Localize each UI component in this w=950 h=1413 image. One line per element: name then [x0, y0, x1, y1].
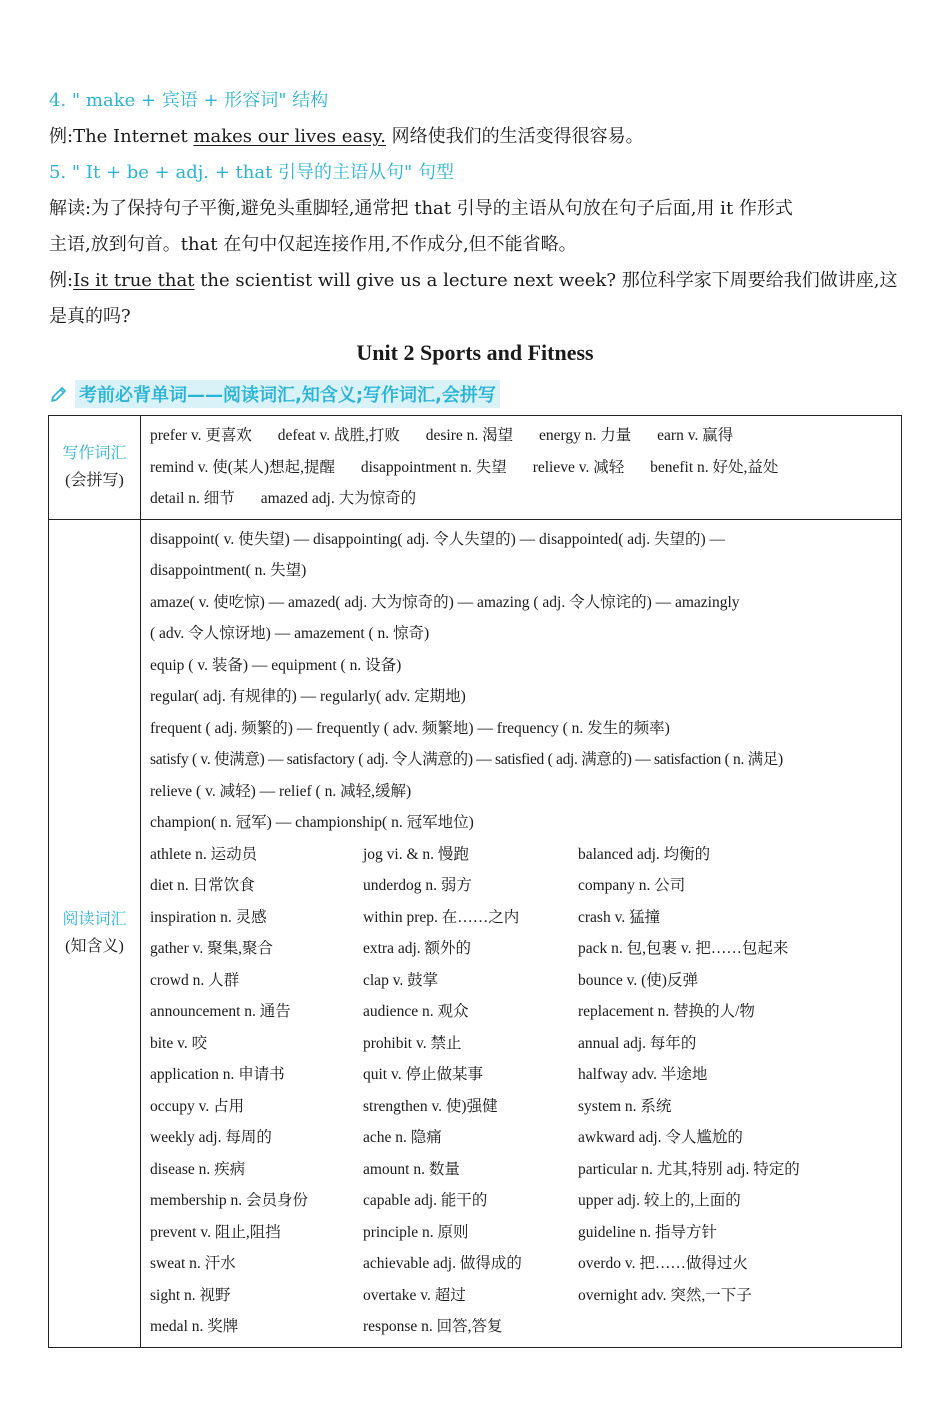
section-banner	[49, 380, 500, 408]
writing-line	[150, 483, 893, 515]
vocab-grid-row	[150, 902, 893, 934]
vocab-entry: halfway adv. 半途地	[578, 1066, 708, 1083]
vocab-entry: defeat v. 战胜,打败	[277, 427, 400, 444]
writing-section-row	[49, 416, 902, 520]
vocab-grid-row	[150, 870, 893, 902]
vocab-entry: weekly adj. 每周的	[150, 1129, 272, 1146]
explain-line-2: 主语,放到句首。that 在句中仅起连接作用,不作成分,但不能省略。	[49, 234, 577, 255]
writing-sublabel: (会拼写)	[65, 472, 124, 490]
reading-section-row	[49, 519, 902, 1347]
vocab-entry: gather v. 聚集,聚合	[150, 940, 273, 957]
banner-text: 考前必背单词——阅读词汇,知含义;写作词汇,会拼写	[75, 380, 500, 408]
vocab-entry: achievable adj. 做得成的	[363, 1255, 522, 1272]
word-family-line: frequent ( adj. 频繁的) — frequently ( adv. 频繁地) — frequency ( n. 发生的频率)	[150, 719, 670, 737]
vocab-grid-row	[150, 1280, 893, 1312]
vocab-entry: quit v. 停止做某事	[363, 1066, 483, 1083]
word-family-line: disappointment( n. 失望)	[150, 562, 307, 579]
item4-example	[49, 122, 904, 148]
vocab-entry: inspiration n. 灵感	[150, 908, 267, 926]
item4-example-prefix: 例:The Internet	[49, 126, 194, 147]
vocab-grid-row	[150, 1248, 893, 1280]
vocab-entry: overtake v. 超过	[363, 1286, 466, 1304]
vocab-entry: prohibit v. 禁止	[363, 1034, 462, 1052]
writing-content	[141, 416, 902, 520]
vocab-entry: prevent v. 阻止,阻挡	[150, 1223, 281, 1241]
item4-example-underlined: makes our lives easy.	[193, 126, 386, 147]
vocab-entry: upper adj. 较上的,上面的	[578, 1192, 741, 1209]
vocab-grid-row	[150, 839, 893, 871]
pencil-icon	[49, 384, 69, 404]
vocab-entry: athlete n. 运动员	[150, 845, 258, 863]
vocab-grid-row	[150, 1091, 893, 1123]
vocab-entry: audience n. 观众	[363, 1003, 469, 1020]
vocab-entry: clap v. 鼓掌	[363, 971, 439, 989]
vocab-entry: replacement n. 替换的人/物	[578, 1003, 755, 1020]
explain-line-1: 解读:为了保持句子平衡,避免头重脚轻,通常把 that 引导的主语从句放在句子后面,用 it 作形式	[49, 198, 793, 219]
vocab-entry: ache n. 隐痛	[363, 1129, 442, 1146]
vocab-entry: bite v. 咬	[150, 1034, 208, 1052]
item5-example-suffix: the scientist will give us a lecture next week? 那位科学家下周要给我们做讲座,这	[194, 270, 898, 291]
unit-title: Unit 2 Sports and Fitness	[356, 340, 594, 365]
vocab-entry: awkward adj. 令人尴尬的	[578, 1129, 743, 1146]
vocab-entry: diet n. 日常饮食	[150, 877, 255, 894]
vocab-grid-row	[150, 1028, 893, 1060]
word-family-line: satisfy ( v. 使满意) — satisfactory ( adj. 令人满意的) — satisfied ( adj. 满意的) — satisfaction ( n. 满足)	[150, 751, 783, 768]
vocab-entry: benefit n. 好处,益处	[650, 458, 779, 476]
vocab-grid-row	[150, 996, 893, 1028]
word-family-line: regular( adj. 有规律的) — regularly( adv. 定期地)	[150, 688, 466, 705]
vocab-entry: system n. 系统	[578, 1097, 672, 1115]
vocab-grid-row	[150, 933, 893, 965]
vocab-entry: annual adj. 每年的	[578, 1034, 697, 1052]
item4-heading: 4. " make + 宾语 + 形容词" 结构	[49, 90, 329, 111]
vocab-entry: energy n. 力量	[539, 427, 632, 444]
vocab-entry: disease n. 疾病	[150, 1160, 246, 1178]
vocab-entry: membership n. 会员身份	[150, 1192, 308, 1209]
vocab-grid-row	[150, 1154, 893, 1186]
vocab-entry: sight n. 视野	[150, 1286, 231, 1304]
word-family-line: ( adv. 令人惊讶地) — amazement ( n. 惊奇)	[150, 625, 430, 642]
vocab-entry: within prep. 在……之内	[363, 908, 520, 926]
vocab-entry: balanced adj. 均衡的	[578, 845, 711, 863]
item5-heading: 5. " It + be + adj. + that 引导的主语从句" 句型	[49, 162, 455, 183]
item5-example	[49, 266, 904, 292]
word-family-line: relieve ( v. 减轻) — relief ( n. 减轻,缓解)	[150, 782, 412, 800]
vocab-entry: strengthen v. 使)强健	[363, 1097, 498, 1115]
vocab-grid-row	[150, 1311, 893, 1343]
vocab-grid-row	[150, 1185, 893, 1217]
vocab-entry: announcement n. 通告	[150, 1003, 291, 1020]
vocab-entry	[578, 1311, 878, 1343]
vocab-entry: response n. 回答,答复	[363, 1318, 503, 1335]
vocab-entry: amazed adj. 大为惊奇的	[260, 490, 417, 507]
reading-label-cell	[49, 519, 141, 1347]
vocab-entry: guideline n. 指导方针	[578, 1223, 718, 1241]
vocab-entry: overdo v. 把……做得过火	[578, 1255, 748, 1272]
vocab-entry: application n. 申请书	[150, 1066, 285, 1083]
vocab-grid-row	[150, 1122, 893, 1154]
vocab-entry: sweat n. 汗水	[150, 1255, 236, 1272]
writing-label-cell	[49, 416, 141, 520]
writing-line	[150, 420, 893, 452]
reading-label: 阅读词汇	[62, 909, 127, 928]
vocab-entry: amount n. 数量	[363, 1160, 460, 1178]
vocab-entry: extra adj. 额外的	[363, 940, 472, 957]
vocab-entry: jog vi. & n. 慢跑	[363, 845, 469, 863]
vocab-grid-row	[150, 965, 893, 997]
word-family-line: champion( n. 冠军) — championship( n. 冠军地位)	[150, 814, 474, 831]
vocab-entry: principle n. 原则	[363, 1223, 469, 1241]
vocab-entry: bounce v. (使)反弹	[578, 971, 698, 989]
vocab-entry: company n. 公司	[578, 877, 686, 894]
word-family-line: disappoint( v. 使失望) — disappointing( adj. 令人失望的) — disappointed( adj. 失望的) —	[150, 530, 726, 548]
vocab-entry: underdog n. 弱方	[363, 877, 472, 894]
vocab-entry: disappointment n. 失望	[360, 458, 507, 476]
item4-example-suffix: 网络使我们的生活变得很容易。	[385, 126, 644, 147]
writing-line	[150, 452, 893, 484]
item5-example-underlined: Is it true that	[73, 270, 195, 291]
vocab-entry: desire n. 渴望	[425, 427, 514, 444]
vocab-entry: remind v. 使(某人)想起,提醒	[150, 458, 335, 476]
vocab-entry: prefer v. 更喜欢	[150, 427, 252, 444]
vocab-entry: relieve v. 减轻	[532, 458, 625, 476]
vocabulary-table	[48, 415, 902, 1348]
vocab-grid-row	[150, 1059, 893, 1091]
reading-content	[141, 519, 902, 1347]
vocab-entry: crash v. 猛撞	[578, 908, 661, 926]
reading-sublabel: (知含义)	[65, 938, 124, 955]
item5-example-line2: 是真的吗?	[49, 306, 131, 327]
vocab-entry: occupy v. 占用	[150, 1097, 245, 1115]
vocab-entry: medal n. 奖牌	[150, 1318, 239, 1335]
vocab-entry: particular n. 尤其,特别 adj. 特定的	[578, 1160, 800, 1178]
vocab-entry: capable adj. 能干的	[363, 1192, 488, 1209]
vocab-entry: overnight adv. 突然,一下子	[578, 1286, 752, 1304]
item5-example-prefix: 例:	[49, 270, 74, 291]
vocab-entry: detail n. 细节	[150, 490, 235, 507]
word-family-line: equip ( v. 装备) — equipment ( n. 设备)	[150, 656, 402, 674]
vocab-entry: pack n. 包,包裹 v. 把……包起来	[578, 940, 789, 957]
vocab-grid-row	[150, 1217, 893, 1249]
vocab-entry: crowd n. 人群	[150, 971, 240, 989]
writing-label: 写作词汇	[62, 443, 127, 463]
vocab-entry: earn v. 赢得	[657, 427, 734, 444]
word-family-line: amaze( v. 使吃惊) — amazed( adj. 大为惊奇的) — amazing ( adj. 令人惊诧的) — amazingly	[150, 593, 740, 611]
